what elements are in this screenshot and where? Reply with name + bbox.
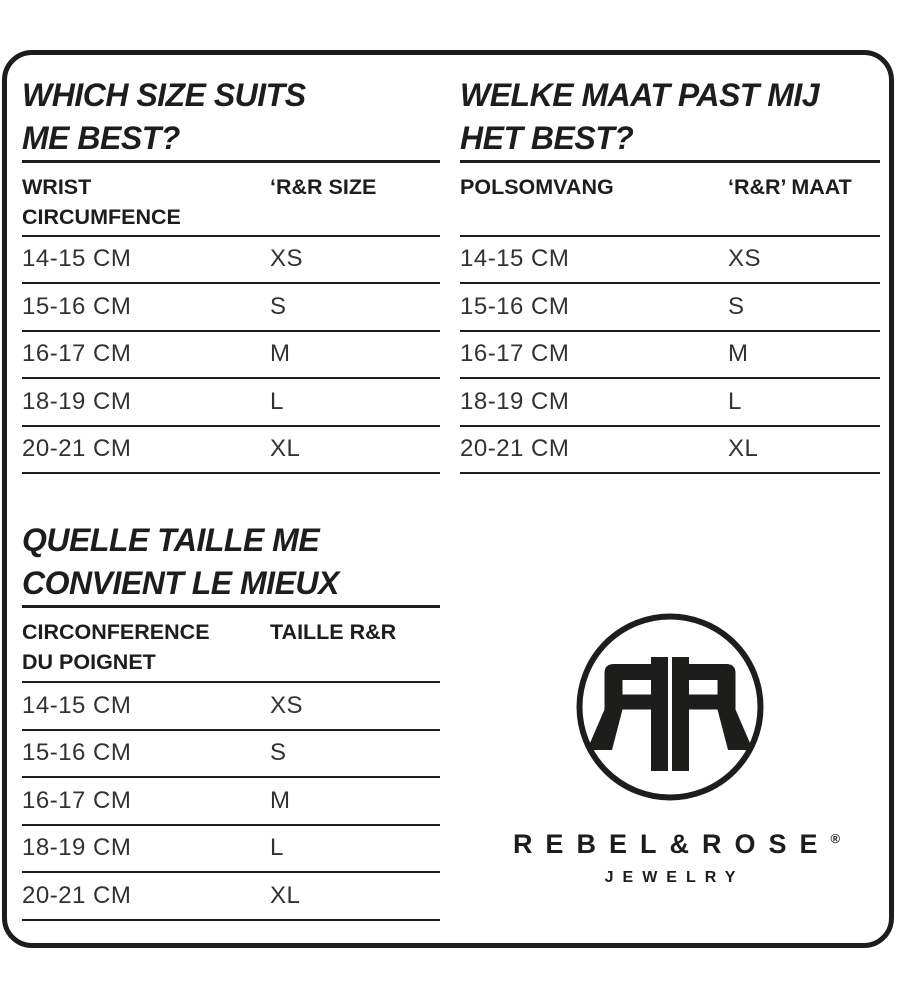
column-header-size: TAILLE R&R bbox=[270, 620, 397, 644]
size-table-french bbox=[22, 510, 440, 921]
wrist-range: 20-21 CM bbox=[22, 435, 132, 463]
table-rows bbox=[460, 235, 880, 475]
table-row bbox=[460, 379, 880, 427]
size-table-english bbox=[22, 72, 440, 474]
size-value: XL bbox=[728, 435, 759, 463]
table-row bbox=[460, 237, 880, 285]
wrist-range: 20-21 CM bbox=[460, 435, 570, 463]
size-table-dutch bbox=[460, 72, 880, 474]
table-row bbox=[22, 284, 440, 332]
table-row bbox=[22, 237, 440, 285]
title-line: HET BEST? bbox=[460, 120, 634, 156]
table-row bbox=[22, 873, 440, 921]
registered-trademark-symbol: ® bbox=[830, 831, 841, 846]
table-rows bbox=[22, 681, 440, 921]
wrist-range: 20-21 CM bbox=[22, 881, 132, 909]
column-header-wrist: WRIST CIRCUMFENCE bbox=[22, 175, 181, 229]
table-row bbox=[460, 427, 880, 475]
brand-wordmark bbox=[460, 829, 880, 860]
size-value: S bbox=[270, 292, 287, 320]
size-value: L bbox=[270, 387, 284, 415]
size-value: XS bbox=[728, 245, 762, 273]
wrist-range: 15-16 CM bbox=[22, 292, 132, 320]
size-value: S bbox=[270, 739, 287, 767]
table-row bbox=[22, 826, 440, 874]
table-rows bbox=[22, 235, 440, 475]
section-title-french bbox=[22, 510, 440, 605]
wrist-range: 18-19 CM bbox=[460, 387, 570, 415]
wrist-range: 16-17 CM bbox=[460, 340, 570, 368]
column-header-wrist: CIRCONFERENCE DU POIGNET bbox=[22, 620, 210, 674]
column-header-wrist: POLSOMVANG bbox=[460, 175, 614, 199]
size-value: XL bbox=[270, 881, 301, 909]
wrist-range: 14-15 CM bbox=[460, 245, 570, 273]
title-line: QUELLE TAILLE ME bbox=[22, 522, 320, 558]
column-header-size: ‘R&R’ MAAT bbox=[728, 175, 852, 199]
table-row bbox=[22, 427, 440, 475]
size-value: XS bbox=[270, 245, 304, 273]
brand-subtitle: JEWELRY bbox=[604, 869, 745, 886]
title-line: WHICH SIZE SUITS bbox=[22, 77, 306, 113]
size-value: L bbox=[270, 834, 284, 862]
table-row bbox=[460, 284, 880, 332]
rebel-rose-monogram-icon bbox=[575, 612, 765, 802]
brand-logo bbox=[460, 598, 880, 887]
column-headers bbox=[460, 160, 880, 235]
brand-name: REBEL&ROSE bbox=[512, 829, 831, 859]
wrist-range: 15-16 CM bbox=[22, 739, 132, 767]
table-row bbox=[460, 332, 880, 380]
size-value: XL bbox=[270, 435, 301, 463]
title-line: ME BEST? bbox=[22, 120, 180, 156]
table-row bbox=[22, 731, 440, 779]
title-line: WELKE MAAT PAST MIJ bbox=[460, 77, 820, 113]
size-value: XS bbox=[270, 691, 304, 719]
column-headers bbox=[22, 605, 440, 681]
table-row bbox=[22, 332, 440, 380]
size-value: M bbox=[270, 340, 291, 368]
wrist-range: 18-19 CM bbox=[22, 387, 132, 415]
section-title-dutch bbox=[460, 72, 880, 160]
table-row bbox=[22, 683, 440, 731]
size-value: L bbox=[728, 387, 742, 415]
table-row bbox=[22, 379, 440, 427]
column-header-size: ‘R&R SIZE bbox=[270, 175, 377, 199]
section-title-english bbox=[22, 72, 440, 160]
wrist-range: 15-16 CM bbox=[460, 292, 570, 320]
column-headers bbox=[22, 160, 440, 235]
wrist-range: 16-17 CM bbox=[22, 786, 132, 814]
table-row bbox=[22, 778, 440, 826]
wrist-range: 16-17 CM bbox=[22, 340, 132, 368]
title-line: CONVIENT LE MIEUX bbox=[22, 565, 339, 601]
size-value: M bbox=[728, 340, 749, 368]
wrist-range: 18-19 CM bbox=[22, 834, 132, 862]
wrist-range: 14-15 CM bbox=[22, 691, 132, 719]
size-value: S bbox=[728, 292, 745, 320]
size-value: M bbox=[270, 786, 291, 814]
wrist-range: 14-15 CM bbox=[22, 245, 132, 273]
